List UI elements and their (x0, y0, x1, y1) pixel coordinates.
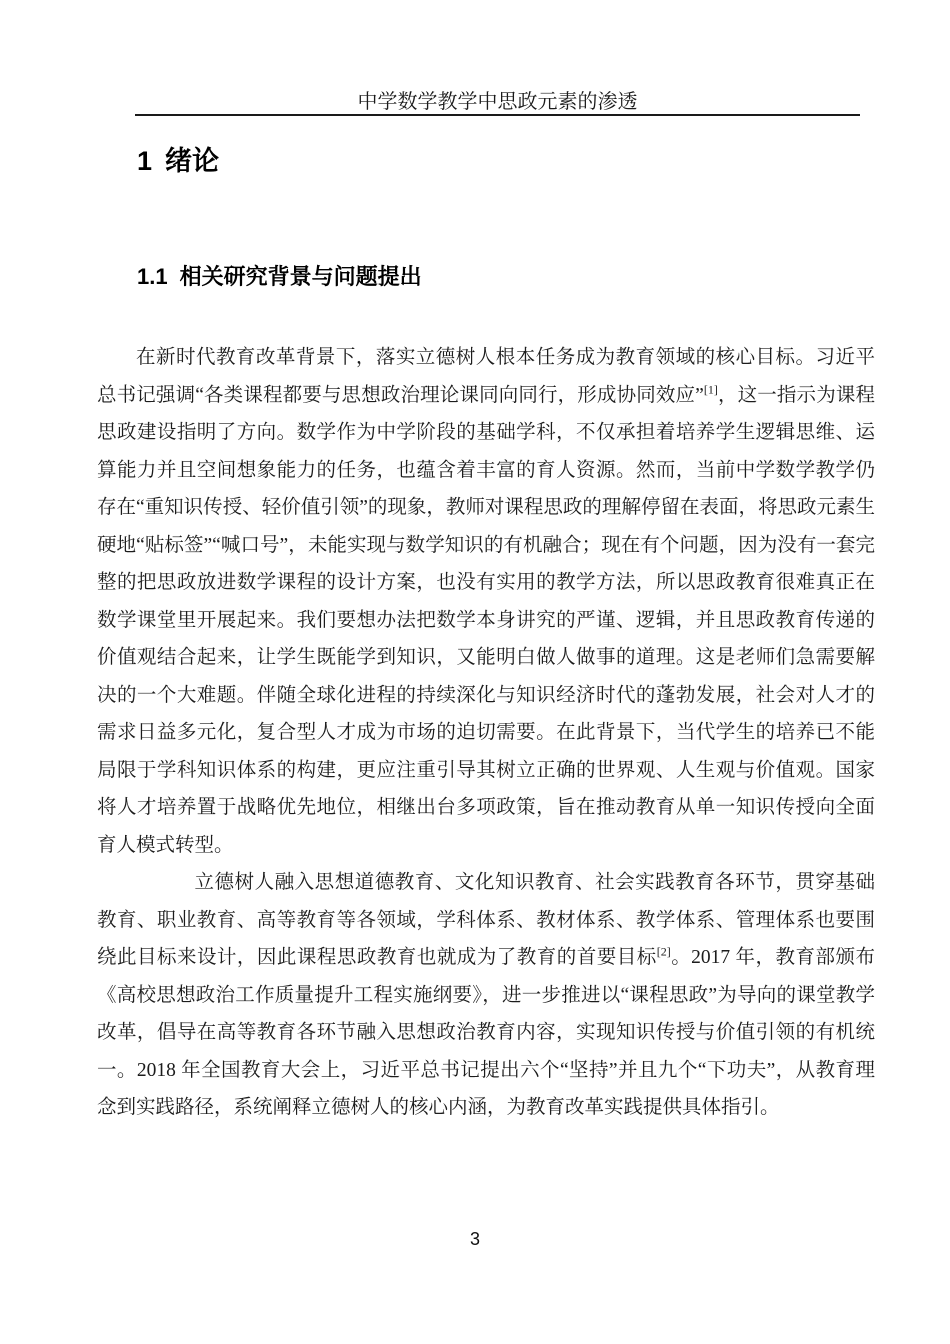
section-title: 相关研究背景与问题提出 (179, 264, 422, 289)
section-heading (137, 264, 422, 290)
paragraph-text: ，这一指示为课程思政建设指明了方向。数学作为中学阶段的基础学科，不仅承担着培养学生逻辑思维、运算能力并且空间想象能力的任务，也蕴含着丰富的育人资源。然而，当前中学数学教学仍存在“重知识传授、轻价值引领”的现象，教师对课程思政的理解停留在表面，将思政元素生硬地“贴标签”“喊口号”，未能实现与数学知识的有机融合；现在有个问题，因为没有一套完整的把思政放进数学课程的设计方案，也没有实用的教学方法，所以思政教育很难真正在数学课堂里开展起来。我们要想办法把数学本身讲究的严谨、逻辑，并且思政教育传递的价值观结合起来，让学生既能学到知识，又能明白做人做事的道理。这是老师们急需要解决的一个大难题。伴随全球化进程的持续深化与知识经济时代的蓬勃发展，社会对人才的需求日益多元化，复合型人才成为市场的迫切需要。在此背景下，当代学生的培养已不能局限于学科知识体系的构建，更应注重引导其树立正确的世界观、人生观与价值观。国家将人才培养置于战略优先地位，相继出台多项政策，旨在推动教育从单一知识传授向全面育人模式转型。 (97, 384, 875, 856)
section-number: 1.1 (137, 264, 168, 289)
header-rule (135, 114, 860, 116)
chapter-title: 绪论 (165, 146, 220, 176)
page-number: 3 (469, 1229, 480, 1249)
paragraph-text: 在新时代教育改革背景下，落实立德树人根本任务成为教育领域的核心目标。习近平总书记强调“各类课程都要与思想政治理论课同向同行，形成协同效应” (97, 347, 875, 406)
paragraph (97, 864, 875, 1127)
paragraph-text: 立德树人融入思想道德教育、文化知识教育、社会实践教育各环节，贯穿基础教育、职业教育、高等教育等各领域，学科体系、教材体系、教学体系、管理体系也要围绕此目标来设计，因此课程思政教育也就成为了教育的首要目标 (97, 872, 875, 968)
document-body (97, 339, 875, 1127)
citation-superscript: [2] (656, 944, 671, 959)
paragraph-text: 。2017 年，教育部颁布《高校思想政治工作质量提升工程实施纲要》，进一步推进以“课程思政”为导向的课堂教学改革，倡导在高等教育各环节融入思想政治教育内容，实现知识传授与价值引领的有机统一。2018 年全国教育大会上，习近平总书记提出六个“坚持”并且九个“下功夫”，从教育理念到实践路径，系统阐释立德树人的核心内涵，为教育改革实践提供具体指引。 (97, 947, 875, 1118)
running-header-title: 中学数学教学中思政元素的渗透 (357, 91, 638, 113)
citation-superscript: [1] (703, 382, 718, 396)
paragraph (97, 339, 875, 864)
chapter-heading (137, 146, 219, 176)
chapter-number: 1 (137, 146, 153, 176)
